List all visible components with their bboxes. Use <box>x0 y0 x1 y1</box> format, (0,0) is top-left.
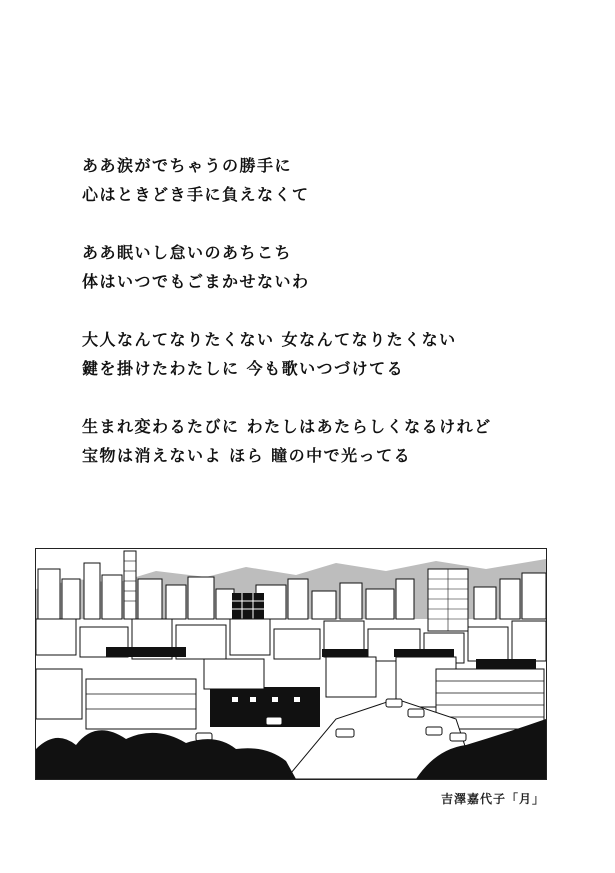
lyric-line: 生まれ変わるたびに わたしはあたらしくなるけれど <box>82 417 492 436</box>
cityscape-illustration <box>35 548 547 780</box>
stanza-1 <box>82 151 582 209</box>
cityscape-drawing <box>36 549 546 779</box>
stanza-4 <box>82 412 582 470</box>
song-credit: 吉澤嘉代子「月」 <box>440 792 545 806</box>
lyric-line: 心はときどき手に負えなくて <box>82 185 310 204</box>
lyric-line: ああ涙がでちゃうの勝手に <box>82 156 293 175</box>
lyric-line: 宝物は消えないよ ほら 瞳の中で光ってる <box>82 446 412 465</box>
lyric-line: 大人なんてなりたくない 女なんてなりたくない <box>82 330 457 349</box>
lyric-line: 体はいつでもごまかせないわ <box>82 272 310 291</box>
lyric-line: 鍵を掛けたわたしに 今も歌いつづけてる <box>82 359 405 378</box>
lyric-line: ああ眠いし怠いのあちこち <box>82 243 293 262</box>
lyrics-block <box>82 151 582 499</box>
stanza-2 <box>82 238 582 296</box>
stanza-3 <box>82 325 582 383</box>
foreground-trees <box>36 730 296 779</box>
dark-building <box>232 593 264 619</box>
